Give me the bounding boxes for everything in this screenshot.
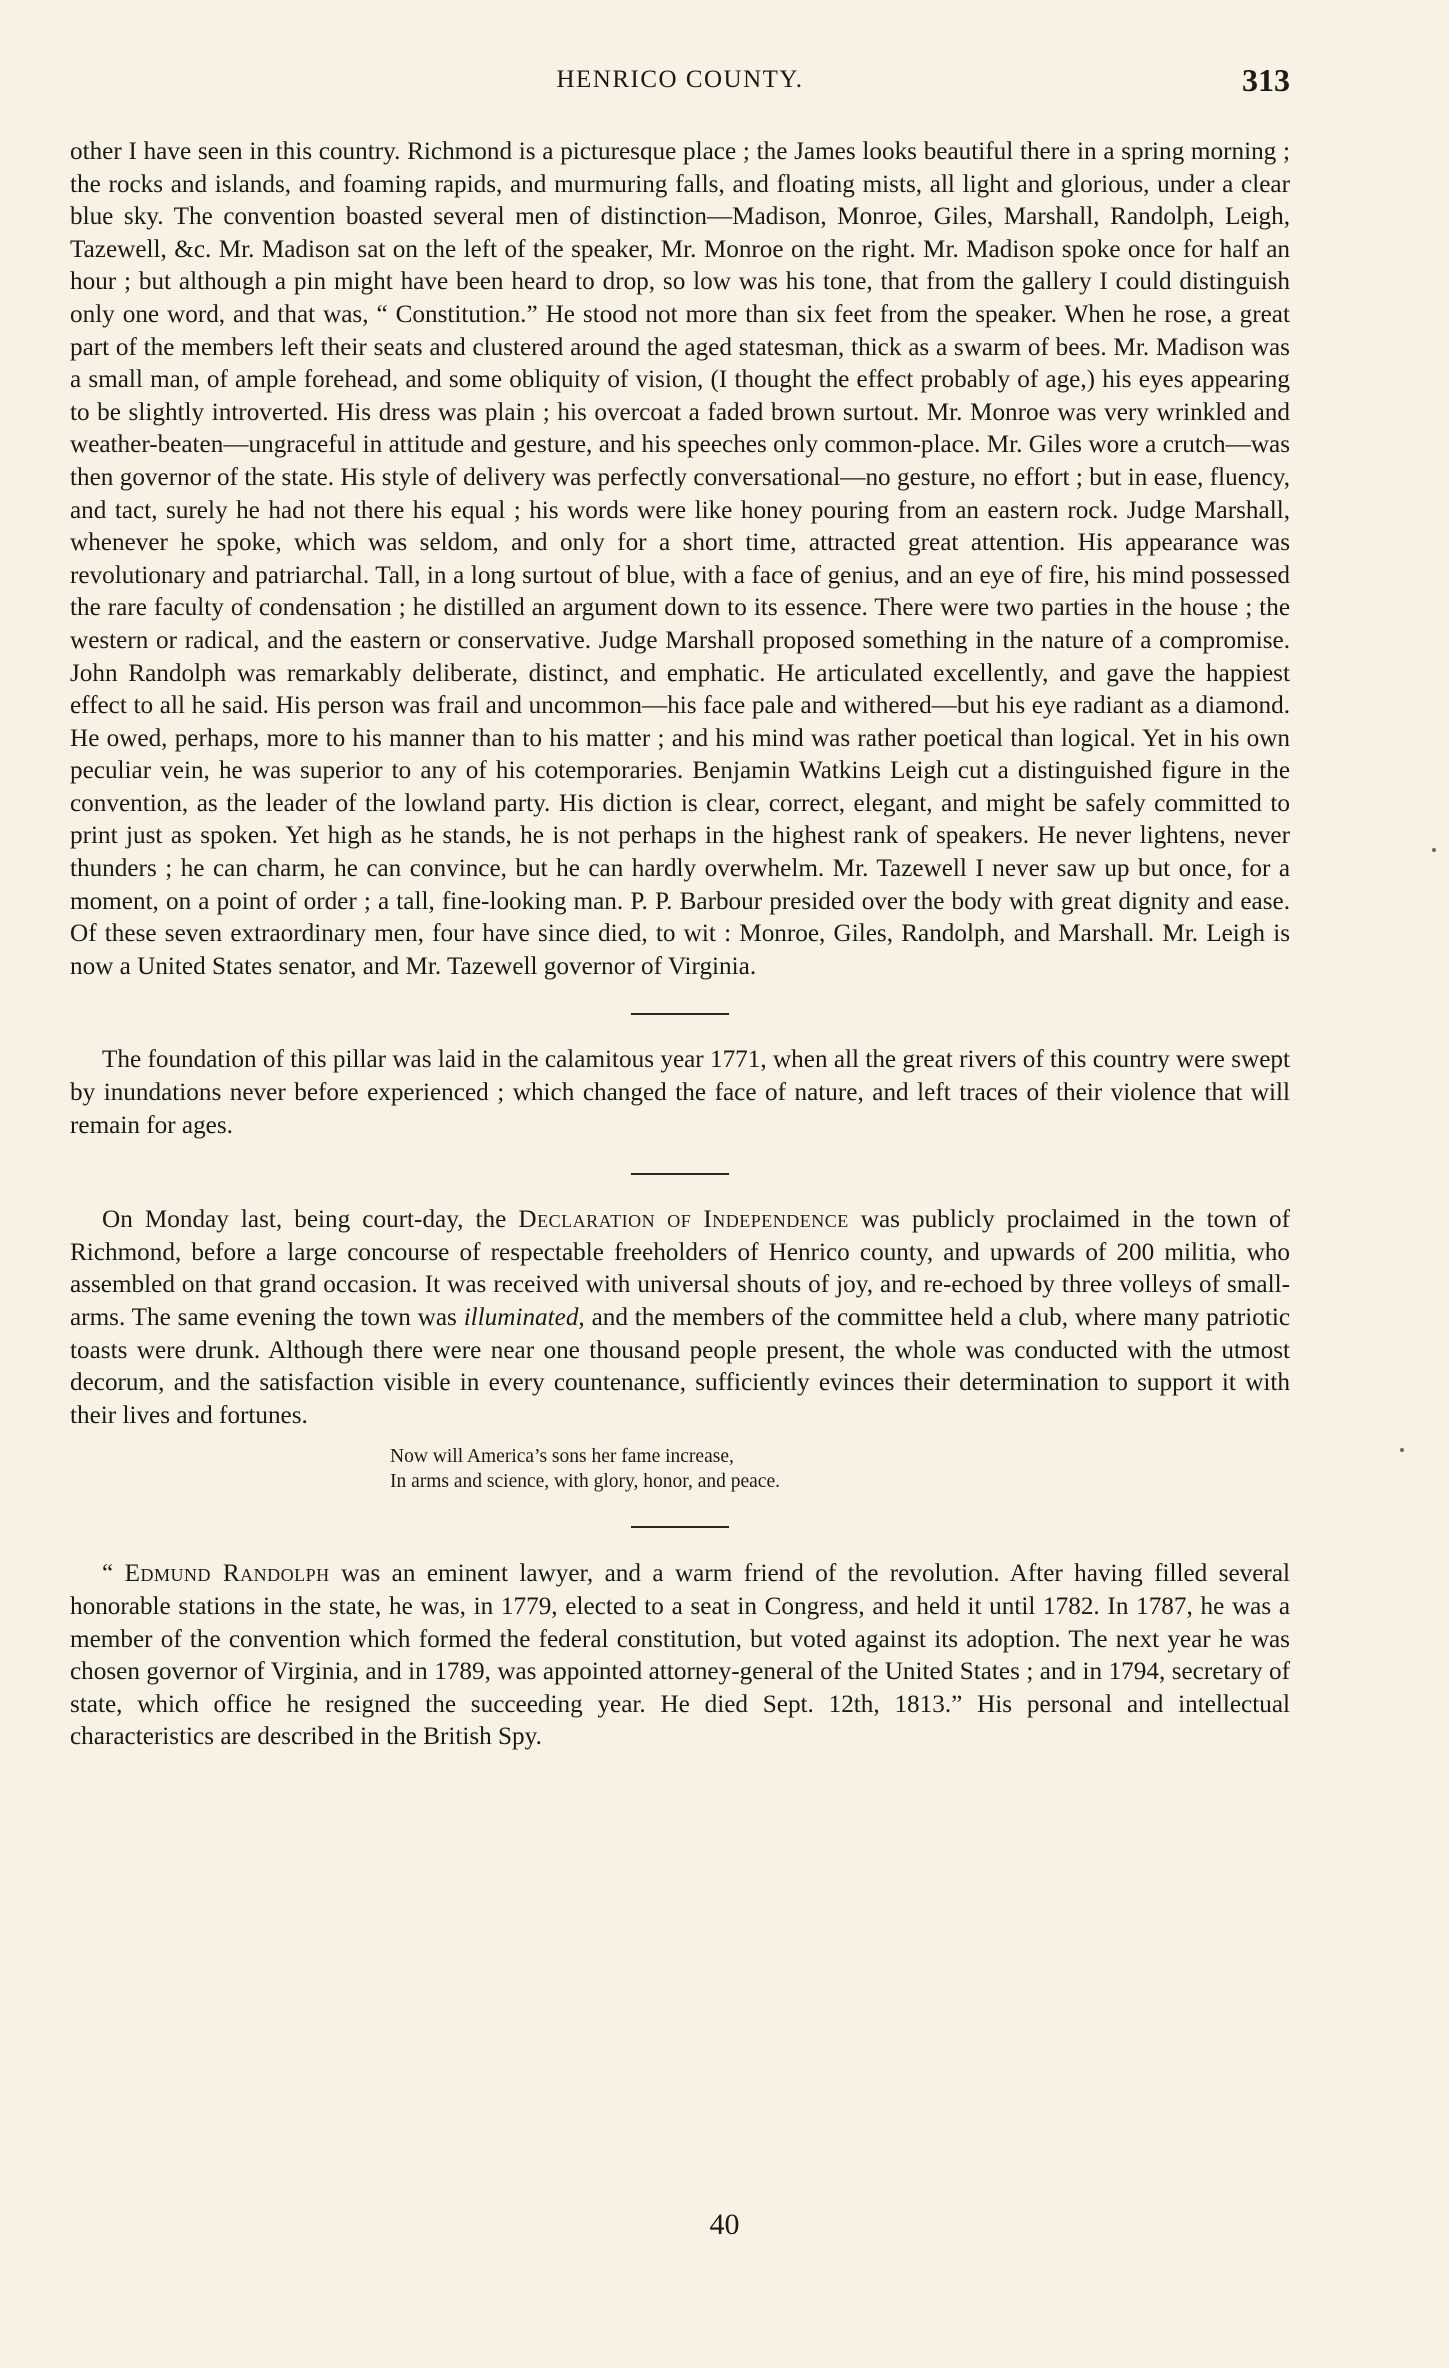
verse-couplet	[390, 1444, 1290, 1494]
page-number: 313	[1242, 62, 1290, 98]
declaration-title-word-3: Independence	[703, 1206, 849, 1234]
illuminated-italic: illuminated,	[463, 1304, 585, 1331]
declaration-end: and the members of the committee held a club, where many patriotic toasts were drunk. Although there were near one thousand people present, the whole was conducted with the utmost decorum, and the satisfaction visible in every countenance, sufficiently evinces their determination to support it with their lives and fortunes.	[70, 1304, 1290, 1429]
declaration-intro: On Monday last, being court-day, the	[102, 1206, 519, 1234]
space	[655, 1206, 667, 1233]
running-head: HENRICO COUNTY.	[556, 66, 804, 93]
paragraph-edmund-randolph	[70, 1558, 1290, 1754]
body-text	[70, 136, 1290, 1754]
open-quote: “	[102, 1560, 125, 1588]
page-header	[70, 62, 1290, 102]
margin-speck	[1432, 848, 1436, 852]
space	[691, 1206, 703, 1233]
margin-speck	[1400, 1448, 1404, 1452]
verse-line-1: Now will America’s sons her fame increase,	[390, 1446, 734, 1468]
edmund-randolph-name: Edmund Randolph	[124, 1560, 330, 1588]
declaration-middle: was publicly proclaimed in the town of Richmond, before a large concourse of respectable freeholders of Henrico county, and upwards of 200 militia, who assembled on that grand occasion. It was received with universal shouts of joy, and re-echoed by three volleys of small-arms. The same evening the town was	[70, 1206, 1291, 1331]
section-divider	[631, 1173, 729, 1175]
paragraph-pillar-foundation: The foundation of this pillar was laid in the calamitous year 1771, when all the great rivers of this country were swept by inundations never before experienced ; which changed the face of nature, and left traces of their violence that will remain for ages.	[70, 1046, 1290, 1139]
declaration-title-word-2: of	[667, 1206, 692, 1234]
paragraph-convention: other I have seen in this country. Richmond is a picturesque place ; the James looks beautiful there in a spring morning ; the rocks and islands, and foaming rapids, and murmuring falls, and floating mists, all light and glorious, under a clear blue sky. The convention boasted several men of distinction—Madison, Monroe, Giles, Marshall, Randolph, Leigh, Tazewell, &c. Mr. Madison sat on the left of the speaker, Mr. Monroe on the right. Mr. Madison spoke once for half an hour ; but although a pin might have been heard to drop, so low was his tone, that from the gallery I could distinguish only one word, and that was, “ Constitution.” He stood not more than six feet from the speaker. When he rose, a great part of the members left their seats and clustered around the aged statesman, thick as a swarm of bees. Mr. Madison was a small man, of ample forehead, and some obliquity of vision, (I thought the effect probably of age,) his eyes appearing to be slightly introverted. His dress was plain ; his overcoat a faded brown surtout. Mr. Monroe was very wrinkled and weather-beaten—ungraceful in attitude and gesture, and his speeches only common-place. Mr. Giles wore a crutch—was then governor of the state. His style of delivery was perfectly conversational—no gesture, no effort ; but in ease, fluency, and tact, surely he had not there his equal ; his words were like honey pouring from an eastern rock. Judge Marshall, whenever he spoke, which was seldom, and only for a short time, attracted great attention. His appearance was revolutionary and patriarchal. Tall, in a long surtout of blue, with a face of genius, and an eye of fire, his mind possessed the rare faculty of condensation ; he distilled an argument down to its essence. There were two parties in the house ; the western or radical, and the eastern or conservative. Judge Marshall proposed something in the nature of a compromise. John Randolph was remarkably deliberate, distinct, and emphatic. He articulated excellently, and gave the happiest effect to all he said. His person was frail and uncommon—his face pale and withered—but his eye radiant as a diamond. He owed, perhaps, more to his manner than to his matter ; and his mind was rather poetical than logical. Yet in his own peculiar vein, he was superior to any of his cotemporaries. Benjamin Watkins Leigh cut a distinguished figure in the convention, as the leader of the lowland party. His diction is clear, correct, elegant, and might be safely committed to print just as spoken. Yet high as he stands, he is not perhaps in the highest rank of speakers. He never lightens, never thunders ; he can charm, he can convince, but he can hardly overwhelm. Mr. Tazewell I never saw up but once, for a moment, on a point of order ; a tall, fine-looking man. P. P. Barbour presided over the body with great dignity and ease. Of these seven extraordinary men, four have since died, to wit : Monroe, Giles, Randolph, and Marshall. Mr. Leigh is now a United States senator, and Mr. Tazewell governor of Virginia.	[70, 138, 1290, 980]
declaration-title-word-1: Declaration	[518, 1206, 656, 1234]
paragraph-declaration	[70, 1204, 1290, 1432]
section-divider	[631, 1013, 729, 1015]
verse-line-2: In arms and science, with glory, honor, and peace.	[390, 1471, 780, 1493]
signature-mark: 40	[709, 2208, 740, 2241]
section-divider	[631, 1526, 729, 1528]
edmund-randolph-bio: was an eminent lawyer, and a warm friend of the revolution. After having filled several honorable stations in the state, he was, in 1779, elected to a seat in Congress, and held it until 1782. In 1787, he was a member of the convention which formed the federal constitution, but voted against its adoption. The next year he was chosen governor of Virginia, and in 1789, was appointed attorney-general of the United States ; and in 1794, secretary of state, which office he resigned the succeeding year. He died Sept. 12th, 1813.” His personal and intellectual characteristics are described in the British Spy.	[70, 1560, 1290, 1751]
